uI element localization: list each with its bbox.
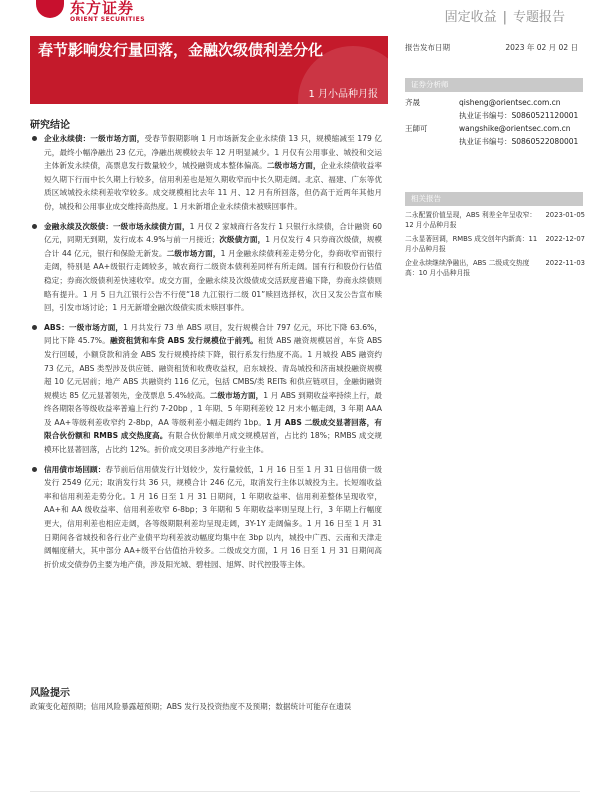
report-kind: 专题报告 <box>512 10 565 25</box>
footer-divider <box>30 791 580 792</box>
bullet-dot-icon <box>32 325 37 330</box>
report-category: 固定收益 <box>444 10 497 25</box>
related-report-date: 2022-11-03 <box>545 259 585 267</box>
section-title-conclusions: 研究结论 <box>30 120 70 131</box>
related-report-date: 2022-12-07 <box>545 235 585 243</box>
report-title: 春节影响发行量回落，金融次级债利差分化 <box>38 41 324 59</box>
logo-mark-icon <box>36 0 64 18</box>
logo-chinese-name: 东方证券 <box>70 0 135 17</box>
related-report-title: 二永配置价值呈现，ABS 利差全年呈收窄：12 月小品种月报 <box>405 211 537 229</box>
bullet-corporate-perpetual: 企业永续债：一级市场方面，受春节假期影响 1 月市场新发企业永续债 13 只，规模缩减至 179 亿元，最终小幅净融出 23 亿元，净融出规模较去年 12 月明显减少。1 月仅有公用事业、城投和交运主体新发永续债，高票息发行数量较少，城投融资成本整体偏高。二级市场方面，企业永续债收益率短久期下行而中长久期上行较多，信用利差也是短久期收窄而中长久期走阔。北京、福建、广东等优质区域城投永续利差收窄较多。成交规模相比去年 11 月、12 月有所回落，但仍高于近两年其他月份，城投和公用事业成交维持高热度。1 月未新增企业永续债未被赎回事件。 <box>30 132 382 214</box>
related-report-title: 二永显著回调，RMBS 成交创年内新高：11 月小品种月报 <box>405 235 538 253</box>
title-banner <box>30 36 388 104</box>
bullet-dot-icon <box>32 467 37 472</box>
analyst-name: 齐晟 <box>405 98 420 107</box>
related-report-item[interactable] <box>405 210 585 230</box>
logo-english-name: ORIENT SECURITIES <box>70 16 146 23</box>
section-title-risk: 风险提示 <box>30 688 70 699</box>
analyst-email[interactable]: qisheng@orientsec.com.cn <box>459 98 561 107</box>
related-report-item[interactable] <box>405 258 585 278</box>
main-content <box>30 132 382 577</box>
bullet-financial-perpetual: 金融永续及次级债：一级市场永续债方面，1 月仅 2 家城商行各发行 1 只银行永续债，合计融资 60 亿元，同期无到期，发行成本 4.9%与前一月接近；次级债方面，1 月仅发行 4 只券商次级债，规模合计 44 亿元，银行和保险无新发。二级市场方面，1 月金融永续债利差走势分化，券商收窄而银行走阔，特别是 AA+级银行走阔较多，城农商行二级资本债利差同样有所走阔。国有行和股份行估值稳定；券商次级债利差快速收窄。成交方面，金融永续及次级债成交活跃度普遍下降，券商永续债则略有提升。1 月 5 日九江银行公告不行使“18 九江银行二级 01”赎回选择权，次日又发公告宣布赎回，引发市场讨论；1 月无新增金融次级债实质未赎回事件。 <box>30 220 382 315</box>
analyst-name: 王師可 <box>405 124 428 133</box>
analyst-cert: 执业证书编号：S0860522080001 <box>459 137 579 146</box>
risk-text: 政策变化超预期；信用风险暴露超预期；ABS 发行及投资热度不及预期；数据统计可能存在遗误 <box>30 702 352 711</box>
bullet-credit-market: 信用债市场回顾：春节前后信用债发行计划较少，发行量较低，1 月 16 日至 1 月 31 日信用债一级发行 2549 亿元；取消发行共 36 只，规模合计 246 亿元，取消发行主体以城投为主。长短端收益率和信用利差走势分化。1 月 16 日至 1 月 31 日期间，1 年期收益率、信用利差整体呈现收窄，AA+和 AA 级收益率、信用利差收窄 6-8bp；3 年期和 5 年期收益率则呈现上行，3 年期上行幅度更大，信用利差也相应走阔，各等级期限利差均呈现走阔，3Y-1Y 走阔偏多。1 月 16 日至 1 月 31 日期间各省城投和各行业产业债平均利差波动幅度均集中在 3bp 以内，城投中广西、云南和天津走阔幅度稍大，其中部分 AA+级平台估值抬升较多。二级成交方面，1 月 16 日至 1 月 31 日期间高折价成交债券仍主要为地产债，涉及阳光城、碧桂园、旭辉、时代控股等主体。 <box>30 463 382 572</box>
page-header <box>0 0 600 34</box>
report-subtitle: 1 月小品种月报 <box>308 89 378 100</box>
related-report-date: 2023-01-05 <box>545 211 585 219</box>
report-type: 固定收益 | 专题报告 <box>444 10 565 25</box>
bullet-dot-icon <box>32 224 37 229</box>
pub-date-label: 报告发布日期 <box>405 43 450 52</box>
bullet-dot-icon <box>32 136 37 141</box>
analyst-cert: 执业证书编号：S0860521120001 <box>459 111 579 120</box>
bullet-abs: ABS：一级市场方面，1 月共发行 73 单 ABS 项目，发行规模合计 797 亿元，环比下降 63.6%，同比下降 45.7%。融资租赁和车贷 ABS 发行规模位于前列。租赁 ABS 融资规模居首，车贷 ABS 发行回暖，小额贷款和消金 ABS 发行规模持续下降，银行系发行热度不高。1 月城投 ABS 融资约 73 亿元，ABS 类型涉及供应链、融资租赁和收费收益权，启东城投、青岛城投和济南城投融资规模超 10 亿元居前；地产 ABS 共融资约 116 亿元，包括 CMBS/类 REITs 和供应链项目，金融街融资规模达 85 亿元显著领先，金茂票息 5.4%较高。二级市场方面，1 月 ABS 到期收益率持续上行，最终各期限各等级收益率普遍上行约 7-20bp ，1 年期、5 年期利差较 12 月末小幅走阔，3 年期 AAA 及 AA+等级利差收窄约 2-8bp，AA 等级利差小幅走阔约 1bp。1 月 ABS 二级成交显著回落，有限合伙份额和 RMBS 成交热度高。有限合伙份额单月成交规模居首，占比约 18%；RMBS 成交规模环比显著回落，占比约 12%。折价成交项目多涉地产行业主体。 <box>30 321 382 457</box>
company-logo <box>36 0 145 23</box>
related-report-title: 企业永续继续净融出，ABS 二级成交热度高：10 月小品种月报 <box>405 259 530 277</box>
analyst-email[interactable]: wangshike@orientsec.com.cn <box>459 124 571 133</box>
pub-date: 2023 年 02 月 02 日 <box>505 43 578 52</box>
related-report-item[interactable] <box>405 234 585 254</box>
related-reports-heading: 相关报告 <box>405 192 583 206</box>
analysts-heading: 证券分析师 <box>405 78 583 92</box>
